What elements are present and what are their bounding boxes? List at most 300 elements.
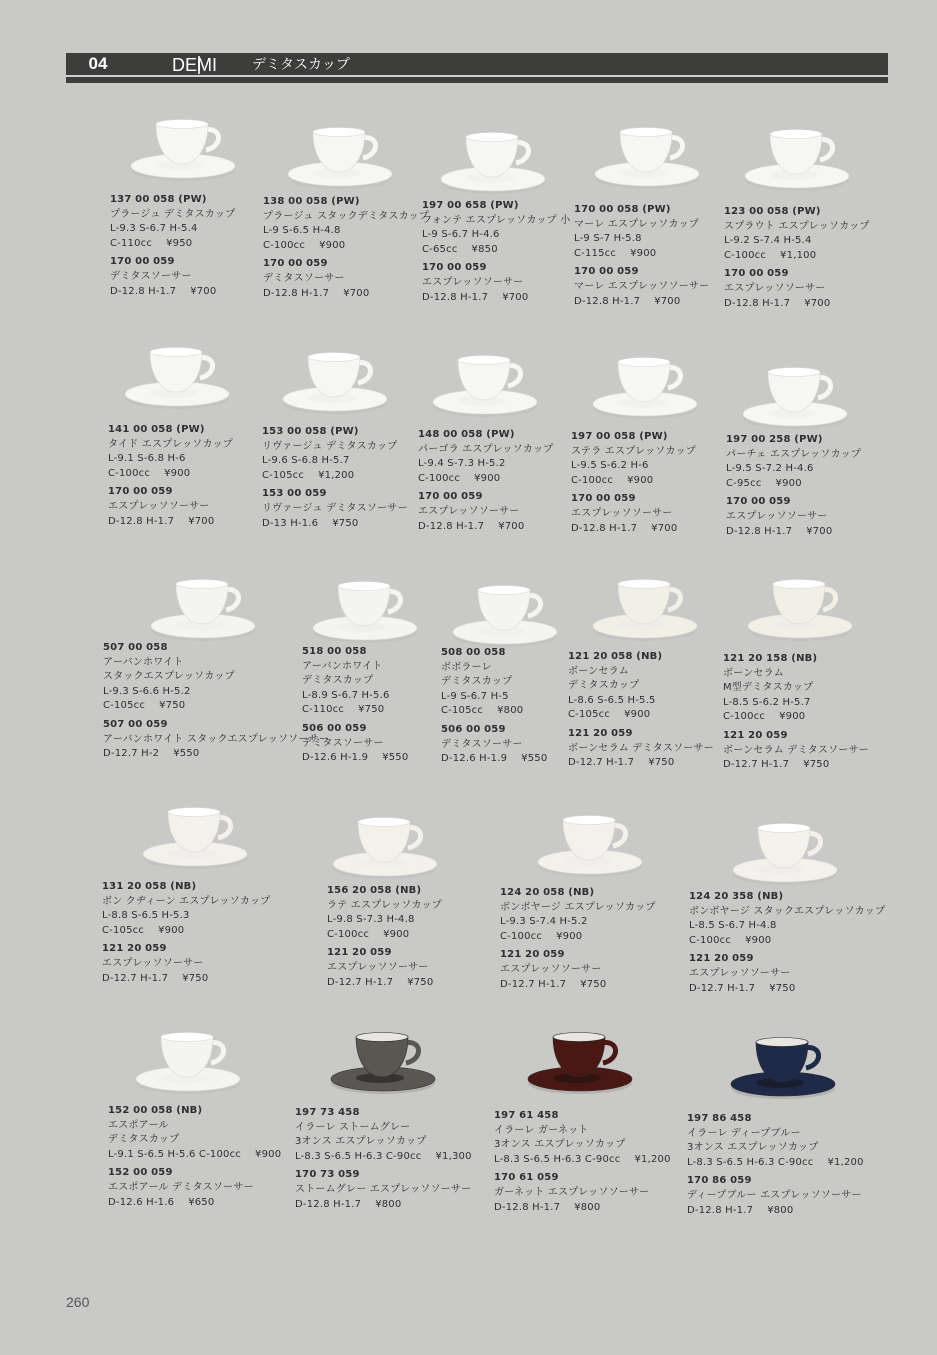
saucer-dimensions-price: ¥750 [648, 757, 675, 769]
saucer-name: エスプレッソソーサー [689, 967, 791, 979]
cup-code: 148 00 058 (PW) [418, 429, 515, 440]
cup-dimensions: L-9.5 S-6.2 H-6 [571, 460, 649, 472]
saucer-name: アーバンホワイト スタックエスプレッソソーサー [103, 733, 329, 745]
saucer-dimensions-spec: D-12.8 H-1.7 [724, 297, 791, 309]
cup-rim [618, 358, 670, 367]
cup-dimensions: L-9 S-6.5 H-4.8 [263, 225, 341, 237]
saucer-name: ディープブルー エスプレッソソーサー [687, 1189, 862, 1201]
cup-rim [161, 1033, 213, 1042]
cup-capacity-price: ¥900 [319, 239, 346, 251]
cup-dimensions: L-8.5 S-6.7 H-4.8 [689, 920, 777, 932]
cup-capacity-price: ¥900 [474, 472, 501, 484]
cup-capacity [262, 469, 408, 484]
saucer-dimensions [327, 976, 442, 991]
saucer-dimensions-price: ¥750 [769, 982, 796, 994]
cup-capacity [689, 934, 885, 949]
product-photo [430, 348, 540, 418]
cup-rim [466, 133, 518, 142]
cup-capacity [574, 247, 709, 262]
section-number: 04 [88, 54, 108, 73]
cup-code: 121 20 058 (NB) [568, 651, 663, 662]
cup-rim [313, 128, 365, 137]
saucer-dimensions-spec: D-12.8 H-1.7 [494, 1201, 561, 1213]
cup-capacity-price: ¥800 [497, 705, 524, 717]
saucer-code: 506 00 059 [302, 722, 367, 734]
cup-capacity-price: ¥750 [159, 700, 186, 712]
saucer-code: 170 73 059 [295, 1169, 360, 1181]
cup-capacity-price: ¥900 [556, 930, 583, 942]
cup-capacity-price: ¥900 [630, 247, 657, 259]
cup-name-line2: デミタスカップ [108, 1134, 180, 1146]
cup-code: 137 00 058 (PW) [110, 194, 207, 205]
cup-name: パーチェ エスプレッソカップ [726, 448, 862, 460]
saucer-code: 121 20 059 [568, 727, 633, 739]
saucer-dimensions-price: ¥700 [804, 297, 831, 309]
saucer-code: 170 00 059 [726, 496, 791, 508]
cup-capacity-price: ¥900 [779, 711, 806, 723]
saucer-dimensions [422, 291, 570, 306]
saucer-dimensions-price: ¥750 [407, 976, 434, 988]
cup-dimensions: L-8.8 S-6.5 H-5.3 [102, 910, 190, 922]
saucer-name: エスプレッソソーサー [724, 282, 826, 294]
product-photo [310, 574, 420, 644]
saucer-name: ボーンセラム デミタスソーサー [723, 744, 869, 756]
saucer-dimensions-price: ¥800 [375, 1198, 402, 1210]
saucer-dimensions-price: ¥700 [654, 295, 681, 307]
cup-capacity [723, 710, 869, 725]
product-info [262, 425, 408, 531]
cup-rim [773, 580, 825, 589]
saucer-code: 170 00 059 [571, 493, 636, 505]
cup-code: 508 00 058 [441, 647, 506, 658]
cup-name: スプラウト エスプレッソカップ [724, 220, 870, 232]
product-info [327, 884, 442, 990]
cup-name: イラーレ ストームグレー [295, 1121, 411, 1133]
saucer-code: 170 61 059 [494, 1172, 559, 1184]
cup-capacity-spec: C-100cc [724, 249, 767, 261]
cup-rim [768, 368, 820, 377]
cup-code: 197 73 458 [295, 1107, 360, 1118]
saucer-dimensions [568, 756, 714, 771]
saucer-dimensions-spec: D-12.8 H-1.7 [295, 1198, 362, 1210]
cup-rim [770, 130, 822, 139]
cup-rim [620, 128, 672, 137]
saucer-name: エスプレッソソーサー [500, 963, 602, 975]
product-photo [590, 350, 700, 420]
product-info [571, 430, 696, 536]
saucer-code: 152 00 059 [108, 1167, 173, 1179]
cup-dimensions: L-8.9 S-6.7 H-5.6 [302, 689, 390, 701]
cup-name-line2: デミタスカップ [302, 675, 374, 687]
saucer-code: 121 20 059 [689, 953, 754, 965]
cup-dimensions [295, 1150, 472, 1165]
cup-capacity-price: ¥1,100 [780, 249, 817, 261]
cup-capacity [441, 704, 547, 719]
section-category: DEMI [172, 55, 217, 75]
saucer-dimensions-spec: D-12.8 H-1.7 [726, 525, 793, 537]
cup-dimensions: L-9 S-6.7 H-4.6 [422, 229, 500, 241]
cup-dimensions [108, 1148, 281, 1163]
saucer-dimensions-spec: D-12.7 H-1.7 [102, 972, 169, 984]
product-photo [122, 340, 232, 410]
saucer-name: デミタスソーサー [110, 270, 192, 282]
cup-rim [756, 1038, 808, 1047]
cup-dimensions [494, 1153, 671, 1168]
section-header-bar [66, 53, 888, 83]
cup-rim [563, 816, 615, 825]
cup-rim [176, 580, 228, 589]
product-photo [328, 1025, 438, 1095]
product-photo [535, 808, 645, 878]
saucer-dimensions [302, 751, 408, 766]
saucer-name: エスプレッソソーサー [108, 500, 210, 512]
saucer-dimensions [494, 1201, 671, 1216]
cup-capacity-spec: C-100cc [327, 928, 370, 940]
cup-capacity [108, 467, 233, 482]
saucer-dimensions [441, 752, 547, 767]
saucer-code: 507 00 059 [103, 718, 168, 730]
saucer-name: デミタスソーサー [263, 272, 345, 284]
saucer-dimensions [418, 520, 553, 535]
product-photo [140, 800, 250, 870]
cup-capacity [500, 930, 656, 945]
cup-rim [358, 818, 410, 827]
cup-code: 124 20 358 (NB) [689, 891, 784, 902]
saucer-dimensions-spec: D-12.7 H-1.7 [723, 759, 790, 771]
cup-capacity-spec: C-100cc [418, 472, 461, 484]
product-info [422, 199, 570, 305]
cup-rim [356, 1033, 408, 1042]
product-info [687, 1112, 864, 1218]
product-info [724, 205, 870, 311]
saucer-dimensions-spec: D-12.8 H-1.7 [110, 285, 177, 297]
saucer-dimensions [262, 517, 408, 532]
saucer-dimensions-price: ¥700 [502, 291, 529, 303]
cup-capacity-spec: C-110cc [302, 704, 345, 716]
saucer-dimensions-spec: D-12.7 H-1.7 [500, 978, 567, 990]
cup-name: タイド エスプレッソカップ [108, 438, 233, 450]
saucer-name: エスプレッソソーサー [327, 961, 429, 973]
saucer-dimensions-price: ¥700 [343, 287, 370, 299]
product-photo [728, 1030, 838, 1100]
cup-name: ボン クヂィーン エスプレッソカップ [102, 895, 271, 907]
cup-dimensions: L-8.6 S-6.5 H-5.5 [568, 694, 656, 706]
saucer-name: リヴァージュ デミタスソーサー [262, 502, 408, 514]
saucer-code: 121 20 059 [327, 947, 392, 959]
saucer-dimensions-price: ¥750 [580, 978, 607, 990]
cup-capacity [568, 708, 714, 723]
cup-code: 197 86 458 [687, 1113, 752, 1124]
saucer-dimensions-spec: D-12.8 H-1.7 [571, 522, 638, 534]
cup-name-line2: スタックエスプレッソカップ [103, 671, 235, 683]
cup-code: 170 00 058 (PW) [574, 204, 671, 215]
cup-code: 121 20 158 (NB) [723, 653, 818, 664]
cup-rim [150, 348, 202, 357]
cup-name: パーゴラ エスプレッソカップ [418, 443, 554, 455]
cup-capacity-spec: C-100cc [723, 711, 766, 723]
cup-name: ボンボヤージ スタックエスプレッソカップ [689, 905, 886, 917]
product-photo [742, 122, 852, 192]
cup-name: アーバンホワイト [103, 656, 184, 668]
cup-capacity [102, 924, 270, 939]
saucer-dimensions-spec: D-12.6 H-1.9 [302, 752, 369, 764]
saucer-dimensions-price: ¥700 [806, 525, 833, 537]
saucer-name: エスプレッソソーサー [418, 505, 520, 517]
product-info [441, 646, 547, 767]
cup-dimensions: L-9.3 S-7.4 H-5.2 [500, 916, 588, 928]
cup-name-line2: デミタスカップ [568, 680, 640, 692]
saucer-dimensions [108, 515, 233, 530]
product-photo [330, 810, 440, 880]
cup-capacity [726, 477, 861, 492]
cup-name: フォンテ エスプレッソカップ 小 [422, 214, 571, 226]
cup-name: リヴァージュ デミタスカップ [262, 440, 398, 452]
saucer-code: 170 00 059 [422, 262, 487, 274]
cup-dimensions: L-9.5 S-7.2 H-4.6 [726, 463, 814, 475]
saucer-code: 121 20 059 [500, 949, 565, 961]
cup-capacity-price: ¥1,200 [318, 469, 355, 481]
saucer-name: ストームグレー エスプレッソソーサー [295, 1183, 472, 1195]
saucer-dimensions-spec: D-12.8 H-1.7 [687, 1204, 754, 1216]
cup-code: 152 00 058 (NB) [108, 1105, 203, 1116]
product-photo [592, 120, 702, 190]
cup-name-line2: 3オンス エスプレッソカップ [687, 1142, 819, 1154]
cup-dimensions: L-9.3 S-6.7 H-5.4 [110, 223, 198, 235]
cup-dimensions: L-9.1 S-6.8 H-6 [108, 453, 186, 465]
product-info [108, 1104, 281, 1210]
saucer-dimensions [108, 1196, 281, 1211]
saucer-dimensions [574, 295, 709, 310]
saucer-name: エスポアール デミタスソーサー [108, 1181, 254, 1193]
product-photo [740, 360, 850, 430]
cup-capacity-price: ¥900 [624, 709, 651, 721]
saucer-name: デミタスソーサー [441, 738, 523, 750]
cup-dimensions: L-9.3 S-6.6 H-5.2 [103, 685, 191, 697]
cup-rim [308, 353, 360, 362]
cup-capacity-price: ¥900 [775, 477, 802, 489]
cup-dimensions: L-9.6 S-6.8 H-5.7 [262, 455, 350, 467]
product-photo [590, 572, 700, 642]
saucer-dimensions-price: ¥550 [173, 748, 200, 760]
product-photo [148, 572, 258, 642]
saucer-dimensions-price: ¥750 [332, 517, 359, 529]
saucer-dimensions [724, 297, 870, 312]
cup-rim [156, 120, 208, 129]
cup-code: 197 00 258 (PW) [726, 434, 823, 445]
cup-name: ボーンセラム [723, 667, 784, 679]
product-info [108, 423, 233, 529]
cup-capacity-price: ¥900 [164, 467, 191, 479]
cup-name: ボンボヤージ エスプレッソカップ [500, 901, 656, 913]
cup-code: 197 00 658 (PW) [422, 200, 519, 211]
cup-dimensions: L-9 S-7 H-5.8 [574, 233, 642, 245]
cup-rim [478, 586, 530, 595]
cup-name: プラージュ デミタスカップ [110, 208, 236, 220]
cup-code: 156 20 058 (NB) [327, 885, 422, 896]
cup-capacity-price: ¥750 [358, 704, 385, 716]
cup-dimensions-spec: L-8.3 S-6.5 H-6.3 C-90cc [295, 1150, 422, 1162]
product-photo [280, 345, 390, 415]
saucer-dimensions-spec: D-12.8 H-1.7 [422, 291, 489, 303]
cup-capacity-spec: C-100cc [263, 239, 306, 251]
saucer-code: 170 00 059 [724, 268, 789, 280]
cup-code: 131 20 058 (NB) [102, 881, 197, 892]
saucer-dimensions-spec: D-12.7 H-1.7 [689, 982, 756, 994]
cup-capacity-spec: C-105cc [568, 709, 611, 721]
cup-dimensions: L-9.2 S-7.4 H-5.4 [724, 235, 812, 247]
saucer-name: エスプレッソソーサー [422, 276, 524, 288]
cup-rim [618, 580, 670, 589]
cup-rim [553, 1033, 605, 1042]
saucer-dimensions-price: ¥700 [651, 522, 678, 534]
cup-capacity [422, 243, 570, 258]
saucer-dimensions-spec: D-12.8 H-1.7 [574, 295, 641, 307]
product-info [494, 1109, 671, 1215]
cup-capacity-spec: C-105cc [262, 469, 305, 481]
cup-dimensions: L-9.4 S-7.3 H-5.2 [418, 458, 506, 470]
cup-capacity-price: ¥900 [627, 474, 654, 486]
cup-name: アーバンホワイト [302, 660, 383, 672]
saucer-dimensions-spec: D-12.7 H-1.7 [568, 757, 635, 769]
cup-capacity-spec: C-100cc [108, 467, 151, 479]
cup-name-line2: M型デミタスカップ [723, 682, 814, 694]
saucer-dimensions-spec: D-12.7 H-2 [103, 748, 160, 760]
cup-name: ラテ エスプレッソカップ [327, 899, 442, 911]
cup-capacity-price: ¥850 [471, 243, 498, 255]
cup-capacity-price: ¥900 [158, 924, 185, 936]
cup-name: プラージュ スタックデミタスカップ [263, 210, 430, 222]
cup-dimensions-spec: L-8.3 S-6.5 H-6.3 C-90cc [687, 1156, 814, 1168]
cup-rim [168, 808, 220, 817]
cup-capacity-spec: C-115cc [574, 247, 617, 259]
cup-capacity-spec: C-65cc [422, 243, 458, 255]
cup-capacity-spec: C-95cc [726, 477, 762, 489]
saucer-name: エスプレッソソーサー [726, 510, 828, 522]
cup-capacity [110, 237, 235, 252]
product-info [568, 650, 714, 771]
cup-dimensions-spec: L-8.3 S-6.5 H-6.3 C-90cc [494, 1153, 621, 1165]
product-info [500, 886, 656, 992]
cup-name: ボボラーレ [441, 661, 492, 673]
product-info [723, 652, 869, 773]
product-info [574, 203, 709, 309]
cup-capacity-price: ¥900 [383, 928, 410, 940]
cup-capacity-spec: C-105cc [102, 924, 145, 936]
saucer-dimensions-price: ¥650 [188, 1196, 215, 1208]
product-photo [525, 1025, 635, 1095]
product-info [689, 890, 885, 996]
cup-code: 518 00 058 [302, 646, 367, 657]
product-info [103, 641, 329, 762]
saucer-code: 121 20 059 [723, 729, 788, 741]
saucer-dimensions [263, 287, 429, 302]
saucer-code: 153 00 059 [262, 488, 327, 500]
cup-capacity [103, 699, 329, 714]
product-photo [450, 578, 560, 648]
cup-code: 197 61 458 [494, 1110, 559, 1121]
cup-dimensions-spec: L-9.1 S-6.5 H-5.6 C-100cc [108, 1148, 242, 1160]
cup-code: 153 00 058 (PW) [262, 426, 359, 437]
saucer-dimensions-price: ¥800 [574, 1201, 601, 1213]
saucer-name: マーレ エスプレッソソーサー [574, 280, 710, 292]
product-photo [128, 112, 238, 182]
cup-name: エスポアール [108, 1119, 169, 1131]
saucer-dimensions-spec: D-12.6 H-1.6 [108, 1196, 175, 1208]
cup-dimensions-price: ¥1,200 [827, 1156, 864, 1168]
cup-dimensions-price: ¥1,300 [435, 1150, 472, 1162]
product-photo [133, 1025, 243, 1095]
header-divider-line [66, 75, 888, 77]
cup-name: ステラ エスプレッソカップ [571, 445, 696, 457]
cup-dimensions [687, 1156, 864, 1171]
saucer-dimensions [571, 522, 696, 537]
saucer-dimensions-spec: D-12.8 H-1.7 [418, 520, 485, 532]
saucer-dimensions-price: ¥550 [521, 753, 548, 765]
cup-capacity [571, 474, 696, 489]
cup-code: 123 00 058 (PW) [724, 206, 821, 217]
saucer-dimensions [500, 978, 656, 993]
section-subtitle: デミタスカップ [252, 57, 350, 73]
cup-capacity-spec: C-105cc [441, 705, 484, 717]
cup-capacity [302, 703, 408, 718]
cup-code: 138 00 058 (PW) [263, 196, 360, 207]
cup-code: 141 00 058 (PW) [108, 424, 205, 435]
saucer-dimensions-price: ¥700 [498, 520, 525, 532]
saucer-dimensions [687, 1204, 864, 1219]
saucer-dimensions-spec: D-13 H-1.6 [262, 517, 319, 529]
saucer-dimensions-price: ¥700 [188, 515, 215, 527]
saucer-name: ボーンセラム デミタスソーサー [568, 742, 714, 754]
product-info [263, 195, 429, 301]
saucer-name: ガーネット エスプレッソソーサー [494, 1186, 650, 1198]
cup-rim [458, 356, 510, 365]
cup-dimensions-price: ¥1,200 [634, 1153, 671, 1165]
cup-capacity-spec: C-100cc [571, 474, 614, 486]
saucer-dimensions-spec: D-12.6 H-1.9 [441, 753, 508, 765]
product-info [110, 193, 235, 299]
product-info [302, 645, 408, 766]
product-photo [438, 125, 548, 195]
cup-code: 124 20 058 (NB) [500, 887, 595, 898]
saucer-dimensions [295, 1198, 472, 1213]
saucer-name: エスプレッソソーサー [571, 507, 673, 519]
product-info [418, 428, 553, 534]
cup-dimensions: L-8.5 S-6.2 H-5.7 [723, 696, 811, 708]
saucer-code: 170 86 059 [687, 1175, 752, 1187]
product-photo [745, 572, 855, 642]
product-photo [285, 120, 395, 190]
page-number: 260 [66, 1294, 90, 1310]
cup-code: 197 00 058 (PW) [571, 431, 668, 442]
saucer-dimensions-spec: D-12.7 H-1.7 [327, 976, 394, 988]
saucer-code: 170 00 059 [574, 266, 639, 278]
saucer-dimensions [723, 758, 869, 773]
cup-capacity [327, 928, 442, 943]
cup-code: 507 00 058 [103, 642, 168, 653]
product-info [726, 433, 861, 539]
cup-dimensions: L-9.8 S-7.3 H-4.8 [327, 914, 415, 926]
cup-rim [338, 582, 390, 591]
saucer-code: 170 00 059 [110, 256, 175, 268]
cup-rim [758, 824, 810, 833]
cup-capacity-price: ¥900 [745, 934, 772, 946]
saucer-code: 506 00 059 [441, 723, 506, 735]
cup-capacity-spec: C-110cc [110, 237, 153, 249]
saucer-dimensions-price: ¥750 [803, 759, 830, 771]
cup-dimensions: L-9 S-6.7 H-5 [441, 690, 509, 702]
saucer-dimensions-price: ¥700 [190, 285, 217, 297]
cup-capacity-spec: C-100cc [500, 930, 543, 942]
